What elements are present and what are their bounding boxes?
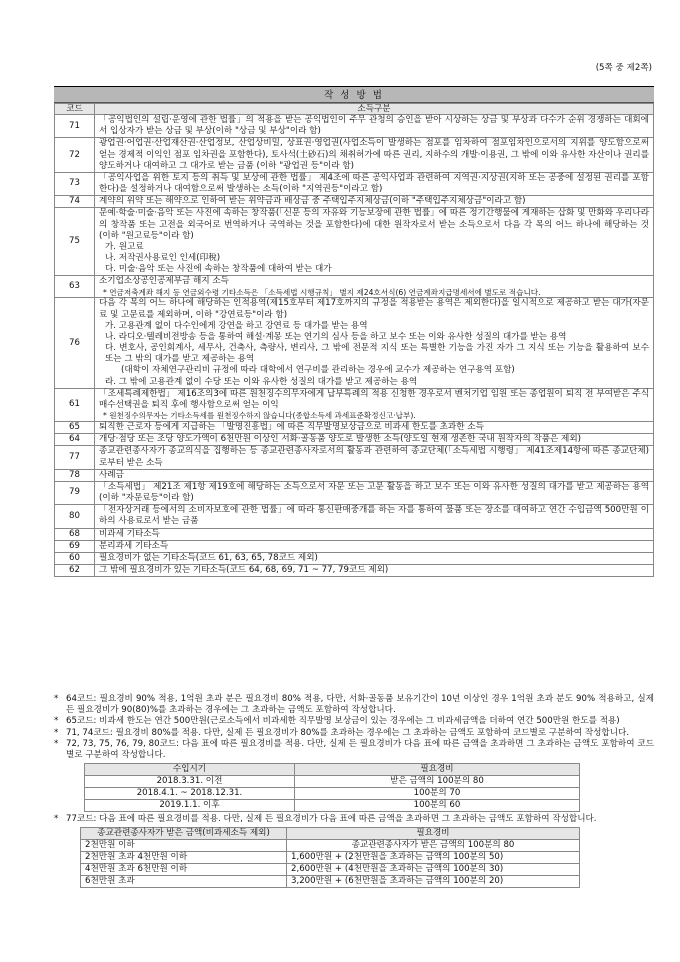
income-code: 64 bbox=[55, 434, 95, 446]
income-description bbox=[95, 115, 654, 138]
income-code: 69 bbox=[55, 540, 95, 552]
income-description bbox=[95, 172, 654, 195]
description-line: 나. 저작권사용료인 인세(印稅) bbox=[105, 253, 221, 264]
description-line: 소기업소상공인공제부금 해지 소득 bbox=[99, 276, 229, 287]
table-row: 2천만원 이하 종교관련종사자가 받은 금액의 100분의 80 bbox=[81, 840, 580, 852]
description-line: 「공익법인의 설립·운영에 관한 법률」의 적용을 받는 공익법인이 주무 관청의 승인을 받아 시상하는 상금 및 부상과 다수가 순위 경쟁하는 대회에서 입상자가 받는 상금 및 부상(이하 "상금 및 부상"이라 함) bbox=[99, 115, 649, 137]
description-line: 그 밖에 필요경비가 있는 기타소득(코드 64, 68, 69, 71 ~ 77, 79코드 제외) bbox=[99, 565, 389, 576]
note-item: * 72, 73, 75, 76, 79, 80코드: 다음 표에 따른 필요경비를 적용. 다만, 실제 든 필요경비가 다음 표에 따른 금액을 초과하면 그 초과하는 금액도 포함하여 코드별로 구분하여 작성합니다. bbox=[54, 738, 654, 760]
income-code: 75 bbox=[55, 208, 95, 276]
table-row bbox=[55, 388, 654, 421]
table-row bbox=[55, 276, 654, 298]
table-row bbox=[55, 422, 654, 434]
notes-section bbox=[54, 694, 654, 888]
income-description bbox=[95, 552, 654, 564]
income-description bbox=[95, 469, 654, 481]
income-description bbox=[95, 208, 654, 276]
table-row bbox=[55, 434, 654, 446]
description-line: 가. 고용관계 없이 다수인에게 강연을 하고 강연료 등 대가를 받는 용역 bbox=[105, 320, 368, 331]
income-description bbox=[95, 276, 654, 298]
description-line: 분리과세 기타소득 bbox=[99, 540, 169, 551]
description-line: 문예·학술·미술·음악 또는 사진에 속하는 창작품(「신문 등의 자유와 기능보장에 관한 법률」에 따른 정기간행물에 게재하는 삽화 및 만화와 우리나라의 창작품 또는 고전을 외국어로 번역하거나 국역하는 것을 포함한다)에 대한 원작자로서 받는 소득으로서 다음 각 목의 어느 하나에 해당하는 것 (이하 "원고료등"이라 함) bbox=[99, 208, 649, 241]
table1-header: 필요경비 bbox=[295, 764, 580, 776]
table2-header: 종교관련종사자가 받은 금액(비과세소득 제외) bbox=[81, 828, 287, 840]
table-row bbox=[55, 298, 654, 388]
description-line: * 원천징수의무자는 기타소득세를 원천징수하지 않습니다(종합소득세 과세표준확정신고·납부). bbox=[103, 411, 416, 421]
table2-header: 필요경비 bbox=[287, 828, 580, 840]
desc-header: 소득구분 bbox=[95, 104, 654, 115]
table1-header: 수입시기 bbox=[85, 764, 295, 776]
description-line: 퇴직한 근로자 등에게 지급하는 「발명진흥법」에 따른 직무발명보상금으로 비과세 한도를 초과한 소득 bbox=[99, 422, 484, 433]
income-code-table bbox=[54, 103, 654, 577]
description-line: 필요경비가 없는 기타소득(코드 61, 63, 65, 78코드 제외) bbox=[99, 552, 318, 563]
description-line: 다. 미술·음악 또는 사진에 속하는 창작품에 대하여 받는 대가 bbox=[105, 264, 332, 275]
income-code: 65 bbox=[55, 422, 95, 434]
page-indicator: (5쪽 중 제2쪽) bbox=[595, 63, 652, 73]
description-line: 비과세 기타소득 bbox=[99, 528, 160, 539]
income-code: 71 bbox=[55, 115, 95, 138]
income-description bbox=[95, 540, 654, 552]
description-line: 「전자상거래 등에서의 소비자보호에 관한 법률」에 따라 통신판매중개를 하는 자를 통하여 물품 또는 장소를 대여하고 연간 수입금액 500만원 이하의 사용료로서 받는 금품 bbox=[99, 505, 649, 527]
table-row bbox=[55, 565, 654, 577]
note-item: * 71, 74코드: 필요경비 80%를 적용. 다만, 실제 든 필요경비가 80%를 초과하는 경우에는 그 초과하는 금액도 포함하여 코드별로 구분하여 작성합니다. bbox=[54, 727, 630, 738]
table-row bbox=[55, 540, 654, 552]
income-description bbox=[95, 422, 654, 434]
income-code: 60 bbox=[55, 552, 95, 564]
income-code: 74 bbox=[55, 196, 95, 208]
table-row: 2019.1.1. 이후 100분의 60 bbox=[85, 800, 580, 812]
income-code: 62 bbox=[55, 565, 95, 577]
income-description bbox=[95, 196, 654, 208]
table-row: 6천만원 초과 3,200만원 + (6천만원을 초과하는 금액의 100분의 20) bbox=[81, 876, 580, 888]
income-description bbox=[95, 298, 654, 388]
table-row bbox=[55, 208, 654, 276]
description-line: (대학이 자체연구관리비 규정에 따라 대학에서 연구비를 관리하는 경우에 교수가 제공하는 연구용역 포함) bbox=[121, 365, 515, 376]
table-row: 4천만원 초과 6천만원 이하 2,600만원 + (4천만원을 초과하는 금액의 100분의 30) bbox=[81, 864, 580, 876]
note-item: * 65코드: 비과세 한도는 연간 500만원(근로소득에서 비과세한 직무발명 보상금이 있는 경우에는 그 비과세금액을 더하여 연간 500만원 한도를 적용) bbox=[54, 716, 620, 727]
income-description bbox=[95, 481, 654, 504]
income-code: 80 bbox=[55, 505, 95, 528]
table-row bbox=[55, 138, 654, 173]
description-line: 종교관련종사자가 종교의식을 집행하는 등 종교관련종사자로서의 활동과 관련하여 종교단체(「소득세법 시행령」 제41조제14항에 따른 종교단체)로부터 받은 소득 bbox=[99, 446, 649, 468]
note-item: * 77코드: 다음 표에 따른 필요경비를 적용. 다만, 실제 든 필요경비가 다음 표에 따른 금액을 초과하면 그 초과하는 금액도 포함하여 작성합니다. bbox=[54, 814, 597, 825]
income-description bbox=[95, 528, 654, 540]
description-line: 「조세특례제한법」 제16조의3에 따른 원천징수의무자에게 납부특례의 적용 신청한 경우로서 벤처기업 임원 또는 종업원이 퇴직 전 부여받은 주식매수선택권을 퇴직 후에 행사함으로써 얻는 이익 bbox=[99, 388, 649, 410]
income-description bbox=[95, 565, 654, 577]
income-description bbox=[95, 434, 654, 446]
income-code: 77 bbox=[55, 446, 95, 469]
income-code: 68 bbox=[55, 528, 95, 540]
description-line: 광업권·어업권·산업재산권·산업정보, 산업상비밀, 상표권·영업권(사업소득이 발생하는 점포를 임차하여 점포임차인으로서의 지위를 양도함으로써 얻는 경제적 이익인 점포 임차권을 포함한다), 토사석(土砂石)의 채취허가에 따른 권리, 지하수의 개발·이용권, 그 밖에 이와 유사한 자산이나 권리를 양도하거나 대여하고 그 대가로 받는 금품 (이하 "광업권 등"이라 함) bbox=[99, 138, 649, 171]
description-line: 사례금 bbox=[99, 469, 124, 480]
description-line: 계약의 위약 또는 해약으로 인하여 받는 위약금과 배상금 중 주택입주지체상금(이하 "주택입주지체상금"이라고 함) bbox=[99, 196, 526, 207]
description-line: * 연금저축계좌 해지 등 연금외수령 기타소득은 「소득세법 시행규칙」 별지 제24호서식(6) 연금계좌지급명세서에 별도로 적습니다. bbox=[103, 287, 541, 297]
code-header: 코드 bbox=[55, 104, 95, 115]
description-line: 다. 변호사, 공인회계사, 세무사, 건축사, 측량사, 변리사, 그 밖에 전문적 지식 또는 특별한 기능을 가진 자가 그 지식 또는 기능을 활용하여 보수 또는 그 밖의 대가를 받고 제공하는 용역 bbox=[105, 343, 649, 365]
income-description bbox=[95, 388, 654, 421]
table-row: 2천만원 초과 4천만원 이하 1,600만원 + (2천만원을 초과하는 금액의 100분의 50) bbox=[81, 852, 580, 864]
table-row bbox=[55, 196, 654, 208]
income-code: 79 bbox=[55, 481, 95, 504]
income-code: 72 bbox=[55, 138, 95, 173]
table-row bbox=[55, 446, 654, 469]
table-row bbox=[55, 528, 654, 540]
description-line: 가. 원고료 bbox=[105, 241, 144, 252]
description-line: 개당·점당 또는 조당 양도가액이 6천만원 이상인 서화·골동품 양도로 발생한 소득(양도일 현재 생존한 국내 원작자의 작품은 제외) bbox=[99, 434, 581, 445]
income-code: 61 bbox=[55, 388, 95, 421]
income-description bbox=[95, 138, 654, 173]
income-description bbox=[95, 505, 654, 528]
religious-expense-table bbox=[80, 827, 580, 888]
description-line: 라. 그 밖에 고용관계 없이 수당 또는 이와 유사한 성질의 대가를 받고 제공하는 용역 bbox=[105, 376, 418, 387]
table-row bbox=[55, 172, 654, 195]
income-code: 63 bbox=[55, 276, 95, 298]
table-row bbox=[55, 552, 654, 564]
instructions-section bbox=[54, 86, 654, 577]
description-line: 나. 라디오·텔레비전방송 등을 통하여 해설·계몽 또는 연기의 심사 등을 하고 보수 또는 이와 유사한 성질의 대가를 받는 용역 bbox=[105, 331, 567, 342]
income-code: 78 bbox=[55, 469, 95, 481]
table-row bbox=[55, 505, 654, 528]
table-row bbox=[55, 469, 654, 481]
expense-rate-table bbox=[84, 763, 580, 812]
description-line: 다음 각 목의 어느 하나에 해당하는 인적용역(제15호부터 제17호까지의 규정을 적용받는 용역은 제외한다)을 일시적으로 제공하고 받는 대가(자문료 및 고문료를 제외하며, 이하 "강연료등"이라 함) bbox=[99, 298, 649, 320]
income-code: 73 bbox=[55, 172, 95, 195]
table-row: 2018.3.31. 이전 받은 금액의 100분의 80 bbox=[85, 776, 580, 788]
table-row: 2018.4.1. ~ 2018.12.31. 100분의 70 bbox=[85, 788, 580, 800]
table-row bbox=[55, 481, 654, 504]
section-title: 작 성 방 법 bbox=[54, 86, 654, 103]
table-row bbox=[55, 115, 654, 138]
description-line: 「소득세법」 제21조 제1항 제19호에 해당하는 소득으로서 자문 또는 고문 활동을 하고 보수 또는 이와 유사한 성질의 대가를 받고 제공하는 용역(이하 "자문료등"이라 함) bbox=[99, 481, 649, 504]
income-description bbox=[95, 446, 654, 469]
description-line: 「공익사업을 위한 토지 등의 취득 및 보상에 관한 법률」 제4조에 따른 공익사업과 관련하여 지역권·지상권(지하 또는 공중에 설정된 권리를 포함한다)을 설정하거나 대여함으로써 발생하는 소득(이하 "지역권등"이라고 함) bbox=[99, 172, 649, 195]
income-code: 76 bbox=[55, 298, 95, 388]
note-item: * 64코드: 필요경비 90% 적용, 1억원 초과 분은 필요경비 80% 적용, 다만, 서화·골동품 보유기간이 10년 이상인 경우 1억원 초과 분도 90% 적용하고, 실제 든 필요경비가 90(80)%를 초과하는 경우에는 그 초과하는 금액도 포함하여 작성합니다. bbox=[54, 694, 654, 716]
